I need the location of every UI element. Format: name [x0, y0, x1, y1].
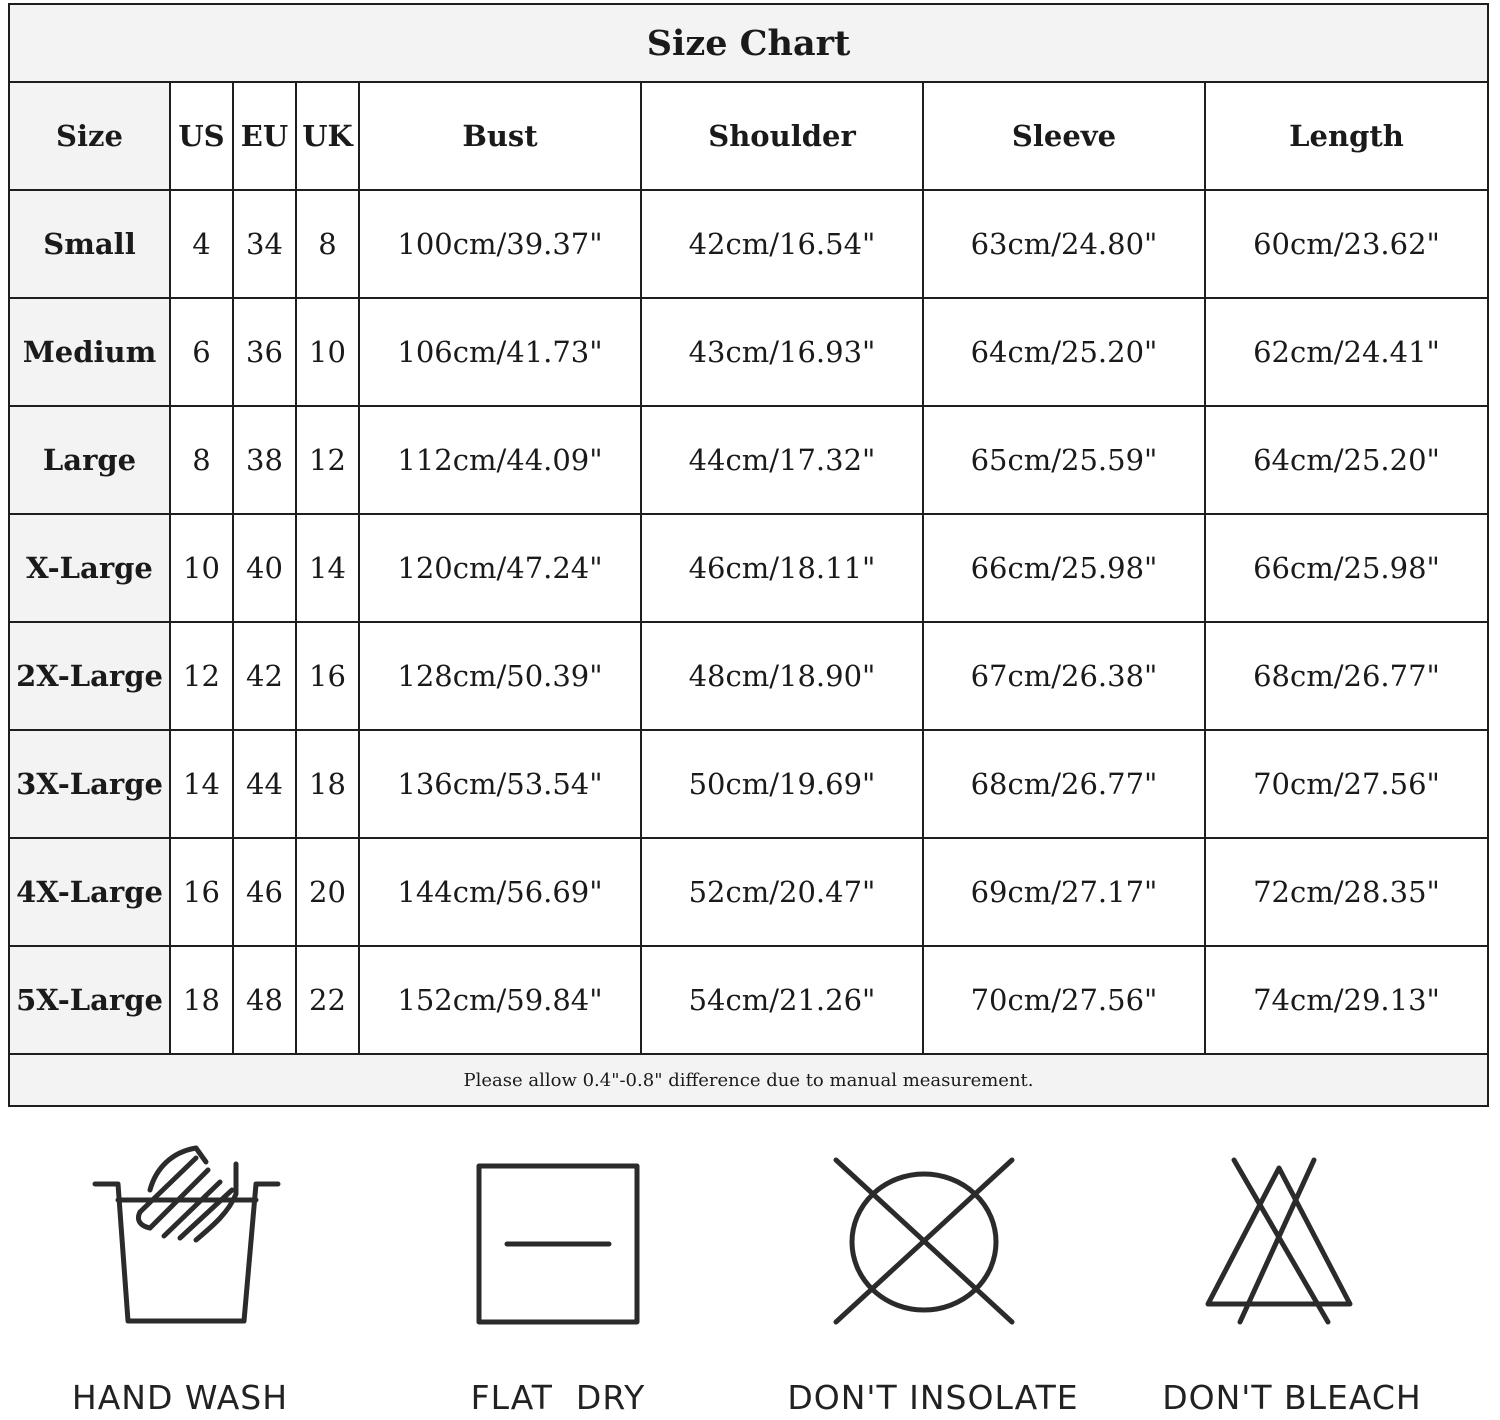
sleeve-cell: 66cm/25.98" [923, 514, 1205, 622]
shoulder-cell: 52cm/20.47" [641, 838, 923, 946]
table-row [9, 406, 1488, 514]
sleeve-cell: 64cm/25.20" [923, 298, 1205, 406]
uk-cell: 14 [296, 514, 359, 622]
table-row [9, 622, 1488, 730]
dont-bleach-label: DON'T BLEACH [1162, 1378, 1422, 1417]
eu-cell: 48 [233, 946, 296, 1054]
uk-cell: 16 [296, 622, 359, 730]
length-cell: 60cm/23.62" [1205, 190, 1488, 298]
header-length: Length [1205, 82, 1488, 190]
eu-cell: 44 [233, 730, 296, 838]
care-item-hand-wash [0, 1128, 360, 1420]
size-cell: Large [9, 406, 170, 514]
eu-cell: 46 [233, 838, 296, 946]
size-cell: Small [9, 190, 170, 298]
header-uk: UK [296, 82, 359, 190]
length-cell: 62cm/24.41" [1205, 298, 1488, 406]
sleeve-cell: 65cm/25.59" [923, 406, 1205, 514]
shoulder-cell: 43cm/16.93" [641, 298, 923, 406]
bust-cell: 136cm/53.54" [359, 730, 641, 838]
size-cell: 2X-Large [9, 622, 170, 730]
dont-insolate-label: DON'T INSOLATE [787, 1378, 1079, 1417]
dont-bleach-icon [1112, 1128, 1472, 1368]
us-cell: 6 [170, 298, 233, 406]
bust-cell: 144cm/56.69" [359, 838, 641, 946]
us-cell: 12 [170, 622, 233, 730]
shoulder-cell: 46cm/18.11" [641, 514, 923, 622]
header-row [9, 82, 1488, 190]
header-eu: EU [233, 82, 296, 190]
sleeve-cell: 63cm/24.80" [923, 190, 1205, 298]
length-cell: 64cm/25.20" [1205, 406, 1488, 514]
header-bust: Bust [359, 82, 641, 190]
eu-cell: 40 [233, 514, 296, 622]
uk-cell: 10 [296, 298, 359, 406]
measurement-note: Please allow 0.4"-0.8" difference due to manual measurement. [9, 1054, 1488, 1106]
shoulder-cell: 50cm/19.69" [641, 730, 923, 838]
care-item-flat-dry [378, 1128, 738, 1420]
bust-cell: 100cm/39.37" [359, 190, 641, 298]
uk-cell: 20 [296, 838, 359, 946]
flat-dry-icon [378, 1128, 738, 1368]
uk-cell: 8 [296, 190, 359, 298]
table-row [9, 298, 1488, 406]
table-row [9, 514, 1488, 622]
length-cell: 70cm/27.56" [1205, 730, 1488, 838]
care-item-dont-bleach [1112, 1128, 1472, 1420]
shoulder-cell: 44cm/17.32" [641, 406, 923, 514]
sleeve-cell: 67cm/26.38" [923, 622, 1205, 730]
bust-cell: 128cm/50.39" [359, 622, 641, 730]
size-chart-table [8, 3, 1489, 1107]
hand-wash-icon [0, 1128, 360, 1368]
table-row [9, 838, 1488, 946]
flat-dry-label: FLAT DRY [470, 1378, 646, 1417]
header-us: US [170, 82, 233, 190]
bust-cell: 106cm/41.73" [359, 298, 641, 406]
size-cell: 5X-Large [9, 946, 170, 1054]
us-cell: 18 [170, 946, 233, 1054]
uk-cell: 18 [296, 730, 359, 838]
us-cell: 16 [170, 838, 233, 946]
size-cell: 4X-Large [9, 838, 170, 946]
us-cell: 10 [170, 514, 233, 622]
chart-title: Size Chart [9, 4, 1488, 82]
table-row [9, 730, 1488, 838]
eu-cell: 36 [233, 298, 296, 406]
bust-cell: 120cm/47.24" [359, 514, 641, 622]
uk-cell: 22 [296, 946, 359, 1054]
care-instructions [0, 1128, 1500, 1420]
length-cell: 72cm/28.35" [1205, 838, 1488, 946]
bust-cell: 152cm/59.84" [359, 946, 641, 1054]
table-row [9, 190, 1488, 298]
us-cell: 8 [170, 406, 233, 514]
header-sleeve: Sleeve [923, 82, 1205, 190]
sleeve-cell: 69cm/27.17" [923, 838, 1205, 946]
shoulder-cell: 42cm/16.54" [641, 190, 923, 298]
header-shoulder: Shoulder [641, 82, 923, 190]
eu-cell: 34 [233, 190, 296, 298]
shoulder-cell: 48cm/18.90" [641, 622, 923, 730]
dont-insolate-icon [756, 1128, 1116, 1368]
size-cell: Medium [9, 298, 170, 406]
us-cell: 4 [170, 190, 233, 298]
length-cell: 74cm/29.13" [1205, 946, 1488, 1054]
size-cell: 3X-Large [9, 730, 170, 838]
header-size: Size [9, 82, 170, 190]
uk-cell: 12 [296, 406, 359, 514]
us-cell: 14 [170, 730, 233, 838]
care-item-dont-insolate [756, 1128, 1116, 1420]
sleeve-cell: 70cm/27.56" [923, 946, 1205, 1054]
bust-cell: 112cm/44.09" [359, 406, 641, 514]
length-cell: 66cm/25.98" [1205, 514, 1488, 622]
sleeve-cell: 68cm/26.77" [923, 730, 1205, 838]
hand-wash-label: HAND WASH [71, 1378, 289, 1417]
eu-cell: 38 [233, 406, 296, 514]
eu-cell: 42 [233, 622, 296, 730]
shoulder-cell: 54cm/21.26" [641, 946, 923, 1054]
length-cell: 68cm/26.77" [1205, 622, 1488, 730]
size-cell: X-Large [9, 514, 170, 622]
table-row [9, 946, 1488, 1054]
